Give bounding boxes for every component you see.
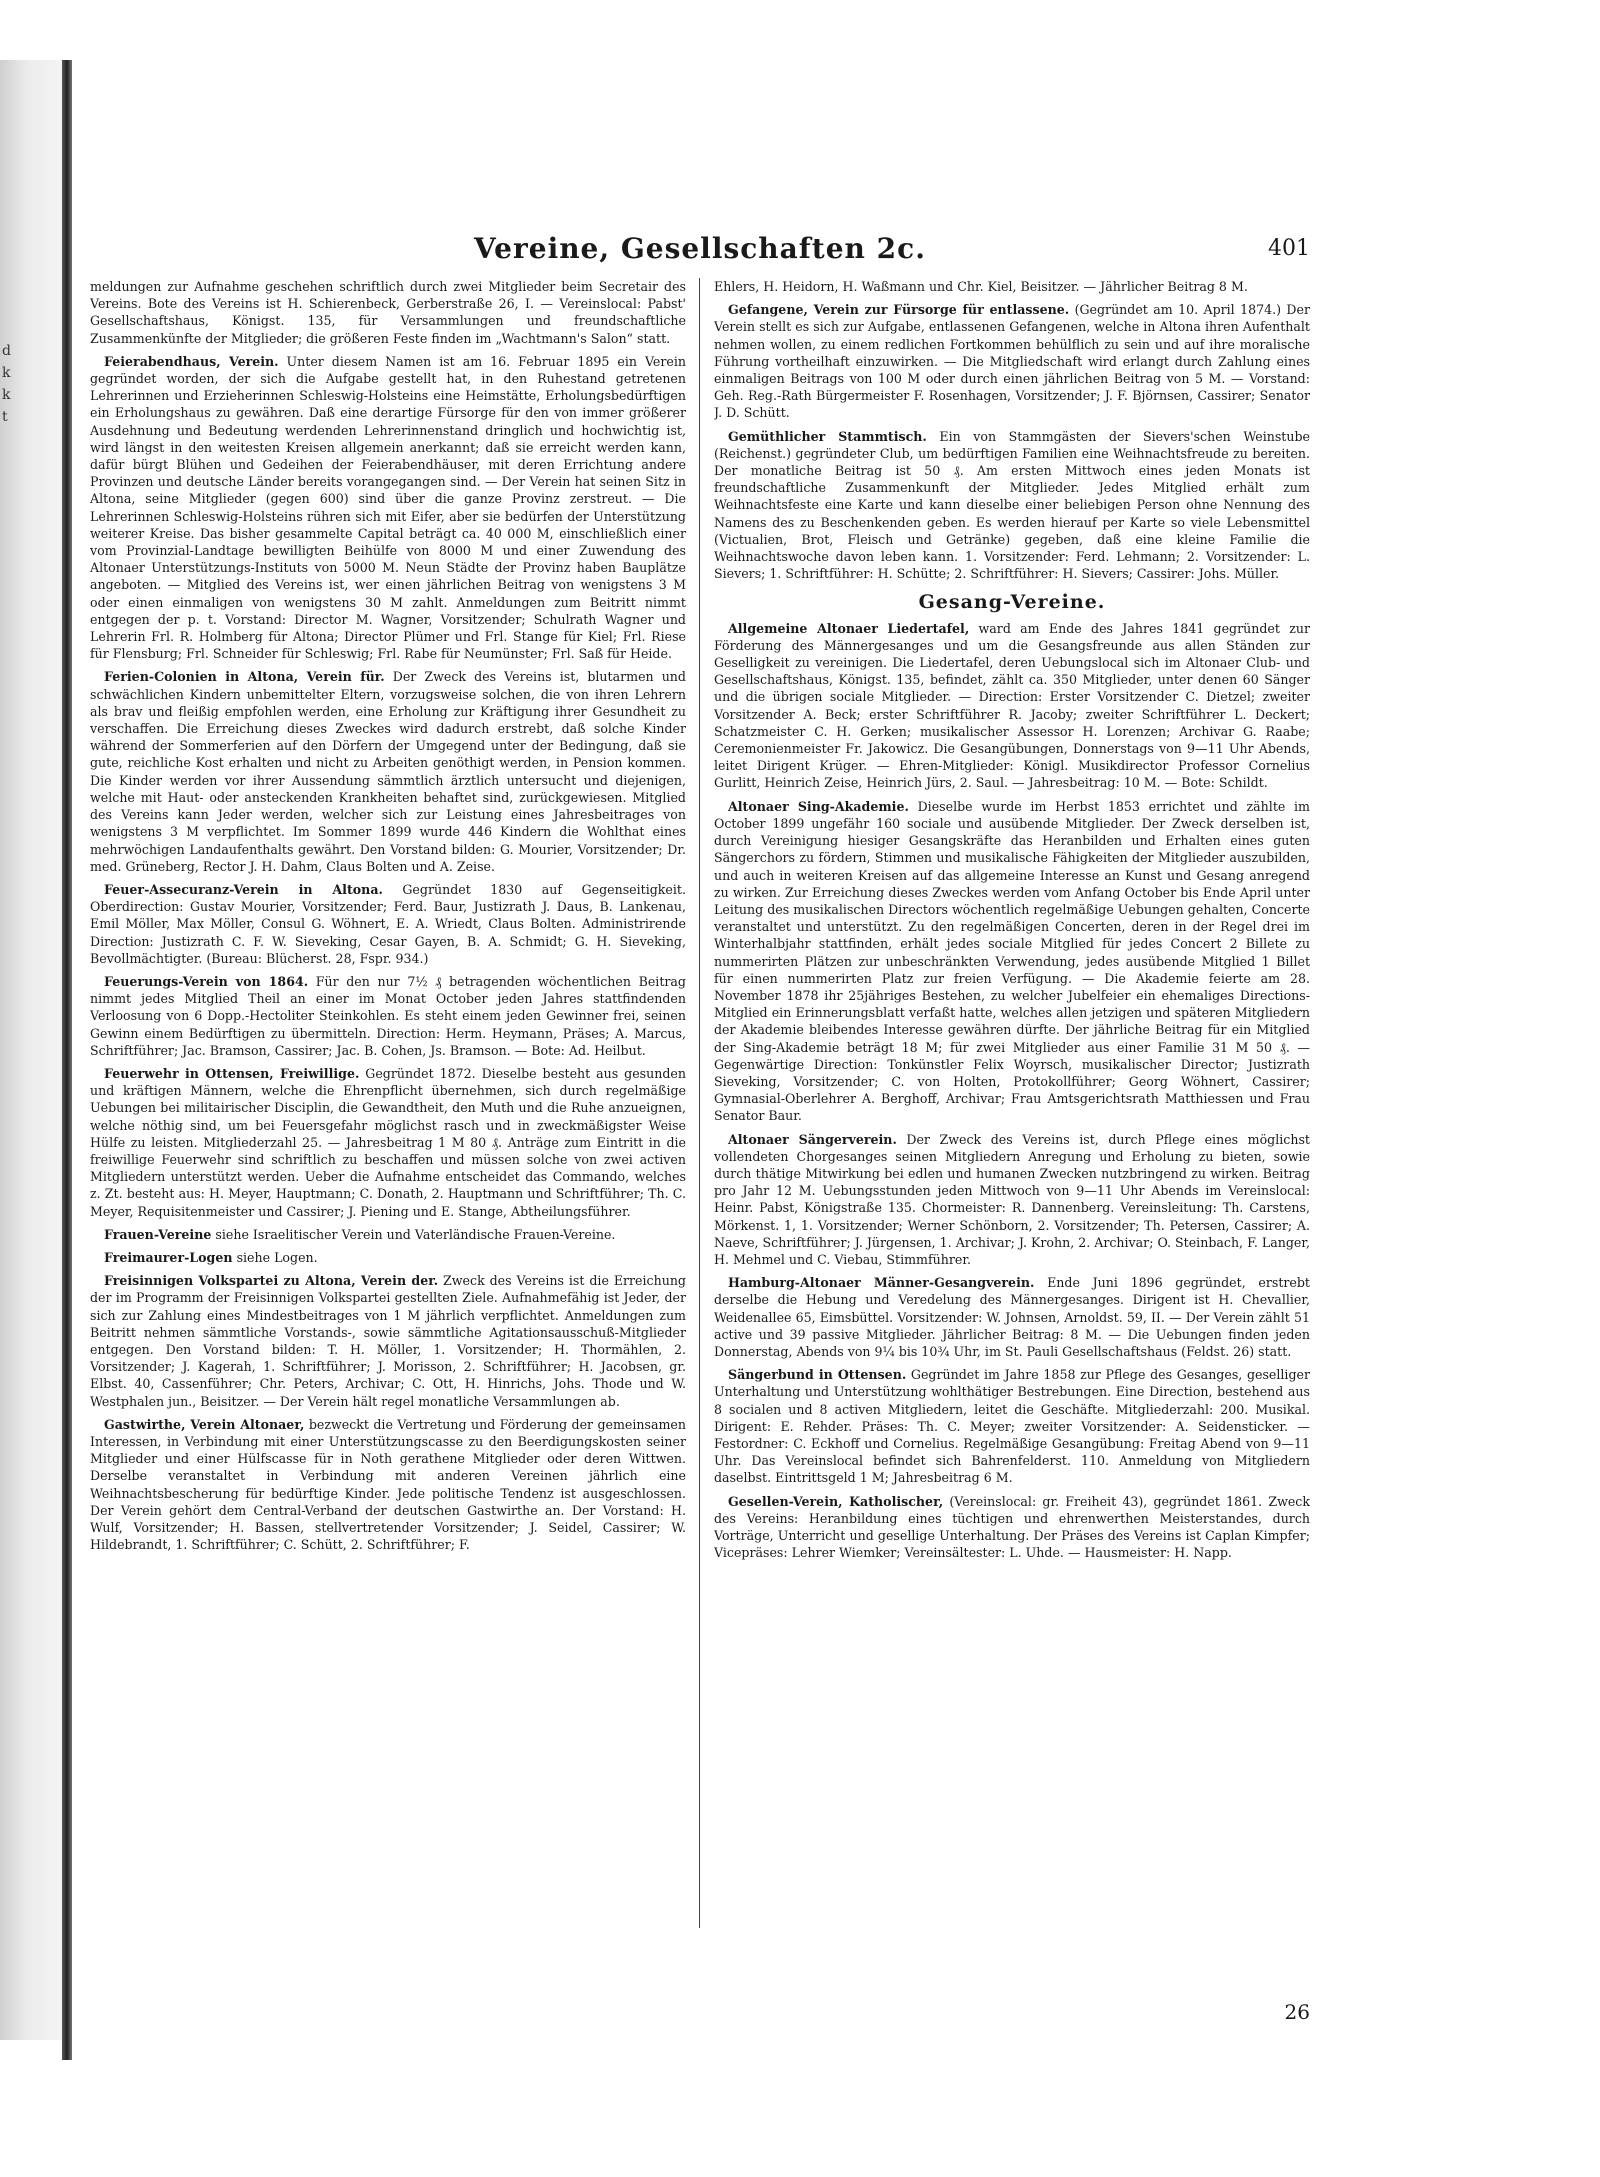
entry [90,973,686,1059]
entry-text: Ein von Stammgästen der Sievers'schen Weinstube (Reichenst.) gegründeter Club, um bedürftigen Familien eine Weihnachtsfreude zu bereiten. Der monatliche Beitrag ist 50 ₰. Am ersten Mittwoch eines jeden Monats ist freundschaftliche Zusammenkunft der Mitglieder. Jedes Mitglied erhält zum Weihnachtsfeste eine Karte und kann dieselbe einer beliebigen Person ohne Nennung des Namens des zu Beschenkenden geben. Es werden hierauf per Karte so viele Lebensmittel (Victualien, Brot, Fleisch und Getränke) gegeben, daß eine kleine Familie die Weihnachtswoche davon leben kann. 1. Vorsitzender: Ferd. Lehmann; 2. Vorsitzender: L. Sievers; 1. Schriftführer: H. Schütte; 2. Schriftführer: H. Sievers; Cassirer: Johs. Müller. [714,428,1310,582]
left-column [90,278,686,1998]
entry-text: Ende Juni 1896 gegründet, erstrebt derselbe die Hebung und Veredelung des Männergesanges. Dirigent ist H. Chevallier, Weidenallee 65, Eimsbüttel. Vorsitzender: W. Johnsen, Arnoldst. 59, II. — Der Verein zählt 51 active und 39 passive Mitglieder. Jährlicher Beitrag: 8 M. — Die Uebungen finden jeden Donnerstag, Abends von 9¼ bis 10¾ Uhr, im St. Pauli Gesellschaftshaus (Feldst. 26) statt. [714,1275,1310,1359]
page-number: 401 [1268,236,1310,261]
entry [90,353,686,663]
entry-title: Gemüthlicher Stammtisch. [728,428,927,444]
right-column-bottom [714,620,1310,1562]
running-title: Vereine, Gesellschaften 2c. [474,232,926,265]
entry-title: Freimaurer-Logen [104,1249,233,1265]
entry-title: Allgemeine Altonaer Liedertafel, [728,620,970,636]
column-rule [699,278,700,1928]
page [90,232,1310,2022]
entry-title: Feierabendhaus, Verein. [104,353,279,369]
entry-title: Feuerungs-Verein von 1864. [104,973,309,989]
entry [90,1272,686,1410]
left-page-fragments [2,340,22,428]
entry-title: Freisinnigen Volkspartei zu Altona, Verein der. [104,1273,439,1289]
entry-title: Gesellen-Verein, Katholischer, [728,1493,944,1509]
entry [714,620,1310,792]
entry [90,1065,686,1220]
entry-title: Hamburg-Altonaer Männer-Gesangverein. [728,1275,1035,1291]
entry-text: Unter diesem Namen ist am 16. Februar 1895 ein Verein gegründet worden, der sich die Aufgabe gestellt hat, in den Ruhestand getretenen Lehrerinnen und Erzieherinnen Schleswig-Holsteins eine Heimstätte, Erholungsbedürftigen ein Erholungshaus zu gewähren. Daß eine derartige Fürsorge für den von immer größerer Ausdehnung und Bedeutung werdenden Lehrerinnenstand dringlich und hochwichtig ist, wird längst in den weitesten Kreisen allgemein anerkannt; daß sie erreicht werden kann, dafür bürgt Blühen und Gedeihen der Feierabendhäuser, mit deren Errichtung andere Provinzen und deutsche Länder bereits vorangegangen sind. — Der Verein hat seinen Sitz in Altona, seine Mitglieder (gegen 600) sind über die ganze Provinz zerstreut. — Die Lehrerinnen Schleswig-Holsteins rühren sich mit Eifer, aber sie bedürfen der Unterstützung weiterer Kreise. Das bisher gesammelte Capital beträgt ca. 40 000 M, einschließlich einer vom Provinzial-Landtage bewilligten Beihülfe von 8000 M und einer Zuwendung des Altonaer Unterstützungs-Instituts von 5000 M. Neun Städte der Provinz haben Bauplätze angeboten. — Mitglied des Vereins ist, wer einen jährlichen Beitrag von wenigstens 3 M oder einen einmaligen von wenigstens 30 M zahlt. Anmeldungen zum Beitritt nimmt entgegen der p. t. Vorstand: Director M. Wagner, Vorsitzender; Schulrath Wagner und Lehrerin Frl. R. Holmberg für Altona; Director Plümer und Frl. Stange für Kiel; Frl. Riese für Flensburg; Frl. Schneider für Schleswig; Frl. Rabe für Neumünster; Frl. Saß für Heide. [90,353,686,662]
entry-title: Ferien-Colonien in Altona, Verein für. [104,669,385,685]
entry-text: ward am Ende des Jahres 1841 gegründet zur Förderung des Männergesanges und um die Gesangsfreunde aus allen Ständen zur Geselligkeit zu vereinigen. Die Liedertafel, deren Uebungslocal sich im Altonaer Club- und Gesellschaftshaus, Königst. 135, befindet, zählt ca. 350 Mitglieder, unter denen 60 Sänger und die übrigen sociale Mitglieder. — Direction: Erster Vorsitzender C. Dietzel; zweiter Vorsitzender A. Beck; erster Schriftführer R. Jacoby; zweiter Schriftführer L. Deckert; Schatzmeister C. H. Gerken; musikalischer Assessor H. Lorenzen; Archivar G. Raabe; Ceremonienmeister Fr. Jakowicz. Die Gesangübungen, Donnerstags von 9—11 Uhr Abends, leitet Dirigent Krüger. — Ehren-Mitglieder: Königl. Musikdirector Professor Cornelius Gurlitt, Heinrich Zeise, Heinrich Jürs, 2. Saul. — Jahresbeitrag: 10 M. — Bote: Schildt. [714,620,1310,791]
signature-mark: 26 [1284,2000,1310,2024]
entry [90,1416,686,1554]
entry [714,428,1310,583]
entry-text: Gegründet 1872. Dieselbe besteht aus gesunden und kräftigen Männern, welche die Ehrenpflicht übernehmen, sich durch regelmäßige Uebungen bei militairischer Disciplin, die Gewandtheit, den Muth und die Ruhe anzueignen, welche nöthig sind, um bei Feuersgefahr möglichst rasch und in zweckmäßigster Weise Hülfe zu leisten. Mitgliederzahl 25. — Jahresbeitrag 1 M 80 ₰. Anträge zum Eintritt in die freiwillige Feuerwehr sind schriftlich zu beschaffen und müssen solche von zwei activen Mitgliedern unterstützt werden. Ueber die Aufnahme entscheidet das Commando, welches z. Zt. besteht aus: H. Meyer, Hauptmann; C. Donath, 2. Hauptmann und Schriftführer; Th. C. Meyer, Requisitenmeister und Cassirer; J. Piening und E. Stange, Abtheilungsführer. [90,1065,686,1219]
entry-text: bezweckt die Vertretung und Förderung der gemeinsamen Interessen, in Verbindung mit einer Unterstützungscasse zu den Beerdigungskosten seiner Mitglieder und einer Hülfscasse für in Noth gerathene Mitglieder oder deren Wittwen. Derselbe veranstaltet in Verbindung mit anderen Vereinen jährlich eine Weihnachtsbescherung für bedürftige Kinder. Jede politische Tendenz ist ausgeschlossen. Der Verein gehört dem Central-Verband der deutschen Gastwirthe an. Der Vorstand: H. Wulf, Vorsitzender; H. Bassen, stellvertretender Vorsitzender; J. Seidel, Cassirer; W. Hildebrandt, 1. Schriftführer; C. Schütt, 2. Schriftführer; F. [90,1416,686,1553]
entry-title: Altonaer Sing-Akademie. [728,798,909,814]
left-page-fragment: k [2,387,12,403]
left-page-fragment: k [2,365,12,381]
entry-text: (Vereinslocal: gr. Freiheit 43), gegründet 1861. Zweck des Vereins: Heranbildung eines tüchtigen und ehrenwerthen Meisterstandes, durch Vorträge, Unterricht und gesellige Unterhaltung. Der Präses des Vereins ist Caplan Kimpfer; Vicepräses: Lehrer Wiemker; Vereinsältester: L. Uhde. — Hausmeister: H. Napp. [714,1493,1310,1561]
text-columns [90,278,1310,1998]
section-heading: Gesang-Vereine. [918,591,1106,614]
entry-text: Der Zweck des Vereins ist, durch Pflege eines möglichst vollendeten Chorgesanges seinen Mitgliedern Anregung und Erholung zu bieten, sowie durch thätige Mitwirkung bei edlen und humanen Zwecken nutzbringend zu wirken. Beitrag pro Jahr 12 M. Uebungsstunden jeden Mittwoch von 9—11 Uhr Abends im Vereinslocal: Heinr. Pabst, Königstraße 135. Chormeister: R. Dannenberg. Vereinsleitung: Th. Carstens, Mörkenst. 1, 1. Vorsitzender; Werner Schönborn, 2. Vorsitzender; Th. Petersen, Cassirer; A. Naeve, Schriftführer; J. Jürgensen, 1. Archivar; J. Krohn, 2. Archivar; O. Steinbach, F. Langer, H. Mehmel und C. Viebau, Stimmführer. [714,1131,1310,1267]
entry [90,1226,686,1243]
entry-title: Altonaer Sängerverein. [728,1131,897,1147]
left-page-fragment: t [2,409,9,425]
entry-text: siehe Israelitischer Verein und Vaterländische Frauen-Vereine. [215,1226,616,1242]
entry-text: meldungen zur Aufnahme geschehen schriftlich durch zwei Mitglieder beim Secretair des Vereins. Bote des Vereins ist H. Schierenbeck, Gerberstraße 26, I. — Vereinslocal: Pabst' Gesellschaftshaus, Königst. 135, für Versammlungen und freundschaftliche Zusammenkünfte der Mitglieder; die größeren Feste finden im „Wachtmann's Salon“ statt. [90,279,686,346]
entry [714,278,1310,295]
entry [90,881,686,967]
entry-text: Ehlers, H. Heidorn, H. Waßmann und Chr. Kiel, Beisitzer. — Jährlicher Beitrag 8 M. [714,279,1248,294]
page-header [90,232,1310,278]
entry [714,1493,1310,1562]
entry-text: Für den nur 7½ ₰ betragenden wöchentlichen Beitrag nimmt jedes Mitglied Theil an einer im Monat October jeden Jahres stattfindenden Verloosung von 6 Dopp.-Hectoliter Steinkohlen. Es steht einem jeden Gewinner frei, seinen Gewinn einem Bedürftigen zu übermitteln. Direction: Herm. Heymann, Präses; A. Marcus, Schriftführer; Jac. Bramson, Cassirer; Jac. B. Cohen, Js. Bramson. — Bote: Ad. Heilbut. [90,973,686,1058]
entry [714,1366,1310,1486]
entry [90,278,686,347]
entry-title: Feuerwehr in Ottensen, Freiwillige. [104,1065,360,1081]
entry-text: Zweck des Vereins ist die Erreichung der im Programm der Freisinnigen Volkspartei gestellten Ziele. Aufnahmefähig ist Jeder, der sich zur Zahlung eines Mindestbeitrages von 1 M jährlich verpflichtet. Anmeldungen zum Beitritt nehmen sämmtliche Vorstands-, sowie sämmtliche Agitationsausschuß-Mitglieder entgegen. Den Vorstand bilden: T. H. Möller, 1. Vorsitzender; H. Thormählen, 2. Vorsitzender; J. Kagerah, 1. Schriftführer; J. Morisson, 2. Schriftführer; H. Jacobsen, gr. Elbst. 40, Cassenführer; Chr. Peters, Archivar; C. Ott, H. Hinrichs, Johs. Thode und W. Westphalen jun., Beisitzer. — Der Verein hält regel monatliche Versammlungen ab. [90,1273,686,1409]
entry [90,1249,686,1266]
entry [714,301,1310,421]
entry [714,798,1310,1125]
right-column [714,278,1310,1998]
book-gutter [62,60,72,2060]
entry-title: Frauen-Vereine [104,1226,212,1242]
entry-title: Gastwirthe, Verein Altonaer, [104,1416,305,1432]
entry-text: Gegründet 1830 auf Gegenseitigkeit. Oberdirection: Gustav Mourier, Vorsitzender; Ferd. Baur, Justizrath J. Daus, B. Lankenau, Emil Möller, Max Möller, Consul G. Wöhnert, E. A. Wriedt, Claus Bolten. Administrirende Direction: Justizrath C. F. W. Sieveking, Cesar Gayen, B. A. Schmidt; G. H. Sieveking, Bevollmächtigter. (Bureau: Blücherst. 28, Fspr. 934.) [90,881,686,966]
entry-title: Gefangene, Verein zur Fürsorge für entlassene. [728,302,1070,318]
entry-text: (Gegründet am 10. April 1874.) Der Verein stellt es sich zur Aufgabe, entlassenen Gefangenen, welche in Altona ihren Aufenthalt nehmen wollen, zu einem redlichen Fortkommen behülflich zu sein und auf ihre moralische Führung vortheilhaft einzuwirken. — Die Mitgliedschaft wird erlangt durch Zahlung eines einmaligen Beitrags von 100 M oder durch einen jährlichen Beitrag von 5 M. — Vorstand: Geh. Reg.-Rath Bürgermeister F. Rosenhagen, Vorsitzender; J. F. Björnsen, Cassirer; Senator J. D. Schütt. [714,302,1310,421]
entry-title: Sängerbund in Ottensen. [728,1367,907,1383]
left-page-edge [0,60,68,2040]
entry [714,1274,1310,1360]
right-column-top [714,278,1310,582]
entry-title: Feuer-Assecuranz-Verein in Altona. [104,881,383,897]
entry-text: siehe Logen. [236,1249,318,1265]
entry-text: Dieselbe wurde im Herbst 1853 errichtet und zählte im October 1899 ungefähr 160 sociale und ausübende Mitglieder. Der Zweck derselben ist, durch Vereinigung hiesiger Gesangskräfte das Heranbilden und Erhalten eines guten Sängerchors zu fördern, Stimmen und musikalische Fähigkeiten der Mitglieder auszubilden, und auch in weiteren Kreisen auf das allgemeine Interesse an Kunst und Gesang anregend zu wirken. Zur Erreichung dieses Zweckes werden vom Anfang October bis Ende April unter Leitung des musikalischen Directors wöchentlich regelmäßige Uebungen gehalten, Concerte veranstaltet und unterstützt. Zu den regelmäßigen Concerten, deren in der Regel drei im Winterhalbjahr stattfinden, erhält jedes sociale Mitglied für jedes Concert 2 Billete zu nummerirten Plätzen zur unbeschränkten Verwendung, jedes ausübende Mitglied 1 Billet für einen nummerirten Platz zur freien Verfügung. — Die Akademie feierte am 28. November 1878 ihr 25jähriges Bestehen, zu welcher Jubelfeier ein ehemaliges Directions-Mitglied ein Erinnerungsblatt verfaßt hatte, welches allen jetzigen und späteren Mitgliedern der Akademie bleibendes Interesse gewähren dürfte. Der jährliche Beitrag für ein Mitglied der Sing-Akademie beträgt 18 M; für zwei Mitglieder aus einer Familie 31 M 50 ₰. — Gegenwärtige Direction: Tonkünstler Felix Woyrsch, musikalischer Director; Justizrath Sieveking, Vorsitzender; C. von Holten, Protokollführer; Georg Wöhnert, Cassirer; Gymnasial-Oberlehrer A. Berghoff, Archivar; Frau Amtsgerichtsrath Matthiessen und Frau Senator Baur. [714,798,1310,1124]
left-page-fragment: d [2,343,12,359]
entry-text: Gegründet im Jahre 1858 zur Pflege des Gesanges, geselliger Unterhaltung und Unterstützung wohlthätiger Bestrebungen. Eine Direction, bestehend aus 8 socialen und 8 activen Mitgliedern, leitet die Geschäfte. Mitgliederzahl: 200. Musikal. Dirigent: E. Rehder. Präses: Th. C. Meyer; zweiter Vorsitzender: A. Seidensticker. — Festordner: C. Eckhoff und Cornelius. Regelmäßige Gesangübung: Freitag Abend von 9—11 Uhr. Das Vereinslocal befindet sich Bahrenfelderst. 110. Anmeldung von Mitgliedern daselbst. Eintrittsgeld 1 M; Jahresbeitrag 6 M. [714,1367,1310,1486]
entry [714,1131,1310,1269]
entry [90,668,686,874]
entry-text: Der Zweck des Vereins ist, blutarmen und schwächlichen Kindern unbemittelter Eltern, vorzugsweise solchen, die von ihren Lehrern als brav und fleißig empfohlen werden, eine Erholung zur Kräftigung ihrer Gesundheit zu verschaffen. Die Erreichung dieses Zweckes wird dadurch erstrebt, daß solche Kinder während der Sommerferien auf den Dörfern der Umgegend unter der Bedingung, daß sie gute, reichliche Kost erhalten und nicht zu Arbeiten genöthigt werden, in Pension kommen. Die Kinder werden vor ihrer Aussendung sämmtlich ärztlich untersucht und diejenigen, welche mit Haut- oder ansteckenden Krankheiten behaftet sind, zurückgewiesen. Mitglied des Vereins kann Jeder werden, welcher sich zur Leistung eines Jahresbeitrages von wenigstens 3 M verpflichtet. Im Sommer 1899 wurde 446 Kindern die Wohlthat eines mehrwöchigen Landaufenthalts gewährt. Den Vorstand bilden: G. Mourier, Vorsitzender; Dr. med. Grüneberg, Rector J. H. Dahm, Claus Bolten und A. Zeise. [90,669,686,874]
